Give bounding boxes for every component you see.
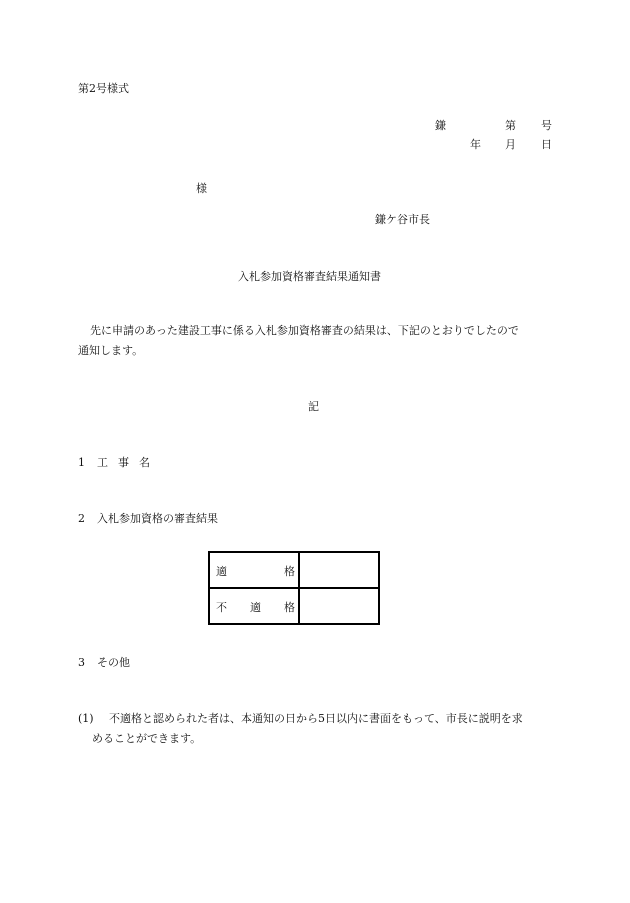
note-1-line-2: めることができます。: [92, 732, 202, 745]
table-row: [209, 588, 379, 624]
reference-number: [0, 119, 630, 133]
issuer-name: 鎌ケ谷市長: [375, 213, 430, 226]
note-1-line-1: 不適格と認められた者は、本通知の日から5日以内に書面をもって、市長に説明を求: [109, 712, 523, 725]
body-line-2: 通知します。: [78, 344, 144, 357]
label-unqualified-char-3: 格: [284, 601, 295, 614]
label-unqualified-char-2: 適: [250, 601, 261, 614]
value-unqualified: [299, 588, 379, 624]
label-unqualified: [209, 588, 299, 624]
ki-heading: 記: [308, 400, 319, 413]
note-1-number: (1): [78, 712, 94, 725]
reference-go: 号: [541, 119, 552, 132]
item-1-char-2: 事: [118, 456, 129, 469]
item-1-char-3: 名: [139, 456, 150, 469]
date-year: 年: [470, 138, 481, 151]
issue-date: [0, 138, 630, 152]
value-qualified: [299, 552, 379, 588]
item-2-text: 入札参加資格の審査結果: [97, 512, 218, 525]
body-line-1: 先に申請のあった建設工事に係る入札参加資格審査の結果は、下記のとおりでしたので: [90, 324, 519, 337]
label-qualified: [209, 552, 299, 588]
reference-prefix: 鎌: [435, 119, 446, 132]
item-3-number: 3: [78, 656, 85, 669]
form-number: 第2号様式: [78, 82, 129, 95]
item-2: [78, 512, 278, 526]
item-1-char-1: 工: [97, 456, 108, 469]
item-3: [78, 656, 198, 670]
note-1: [78, 712, 558, 752]
document-title: 入札参加資格審査結果通知書: [238, 270, 381, 283]
table-row: [209, 552, 379, 588]
result-table: [208, 551, 380, 625]
date-day: 日: [541, 138, 552, 151]
date-month: 月: [505, 138, 516, 151]
item-1-number: 1: [78, 456, 85, 469]
reference-dai: 第: [505, 119, 516, 132]
addressee-suffix: 様: [196, 182, 207, 195]
label-qualified-char-1: 適: [216, 565, 227, 578]
item-1: [78, 456, 198, 470]
label-qualified-char-2: 格: [284, 565, 295, 578]
item-2-number: 2: [78, 512, 85, 525]
item-3-text: その他: [97, 656, 130, 669]
label-unqualified-char-1: 不: [216, 601, 227, 614]
